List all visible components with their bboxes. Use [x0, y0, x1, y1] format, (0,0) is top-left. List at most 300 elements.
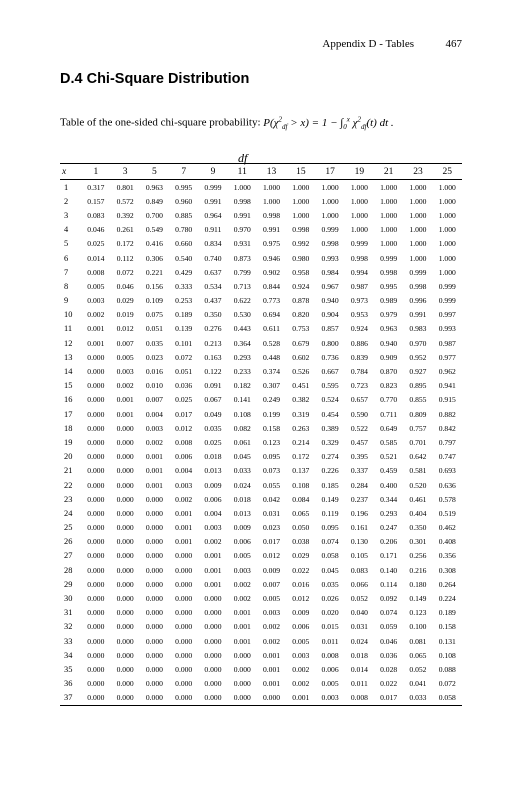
probability-cell: 0.000 [87, 409, 105, 419]
row-x-value: 20 [64, 452, 73, 462]
probability-cell: 0.780 [175, 225, 193, 235]
probability-cell: 0.993 [321, 253, 339, 263]
probability-cell: 0.000 [145, 679, 163, 689]
probability-cell: 0.849 [145, 196, 163, 206]
probability-cell: 0.256 [409, 551, 427, 561]
probability-cell: 0.000 [116, 622, 134, 632]
probability-cell: 0.000 [204, 636, 222, 646]
probability-cell: 0.049 [204, 409, 222, 419]
probability-cell: 0.005 [116, 352, 134, 362]
row-x-value: 1 [64, 182, 69, 192]
probability-cell: 0.224 [438, 594, 456, 604]
table-row [60, 634, 462, 648]
probability-cell: 0.000 [116, 494, 134, 504]
probability-cell: 0.530 [233, 310, 251, 320]
probability-cell: 0.189 [175, 310, 193, 320]
probability-cell: 0.156 [145, 281, 163, 291]
probability-cell: 0.000 [87, 551, 105, 561]
probability-cell: 0.958 [292, 267, 310, 277]
probability-cell: 0.031 [262, 508, 281, 518]
probability-cell: 0.999 [409, 267, 427, 277]
probability-cell: 0.041 [409, 679, 427, 689]
probability-cell: 0.416 [145, 239, 163, 249]
row-x-value: 11 [64, 324, 73, 334]
probability-cell: 0.035 [204, 423, 222, 433]
probability-cell: 0.437 [204, 296, 222, 306]
probability-cell: 0.882 [438, 409, 456, 419]
running-header [60, 38, 462, 52]
probability-cell: 0.137 [292, 466, 310, 476]
table-header-row [60, 164, 462, 180]
probability-cell: 0.059 [380, 622, 398, 632]
row-label-header: x [60, 164, 81, 180]
probability-cell: 0.799 [233, 267, 251, 277]
table-row [60, 208, 462, 222]
probability-cell: 0.139 [175, 324, 193, 334]
row-x-value: 16 [64, 395, 73, 405]
probability-cell: 0.131 [438, 636, 456, 646]
probability-cell: 0.000 [204, 622, 222, 632]
table-row [60, 591, 462, 605]
probability-cell: 0.001 [204, 565, 222, 575]
probability-cell: 0.809 [409, 409, 427, 419]
probability-cell: 0.011 [321, 636, 339, 646]
table-row [60, 606, 462, 620]
probability-cell: 0.000 [116, 594, 134, 604]
probability-cell: 0.350 [409, 523, 427, 533]
probability-cell: 0.736 [321, 352, 339, 362]
probability-cell: 0.585 [380, 437, 398, 447]
probability-cell: 0.927 [409, 367, 427, 377]
probability-cell: 0.017 [374, 691, 403, 706]
probability-cell: 0.018 [204, 452, 222, 462]
row-x-value: 13 [64, 352, 73, 362]
probability-cell: 0.740 [204, 253, 222, 263]
probability-cell: 1.000 [409, 182, 427, 192]
probability-cell: 0.989 [380, 296, 398, 306]
probability-cell: 0.307 [262, 381, 281, 391]
probability-cell: 0.001 [145, 480, 163, 490]
probability-cell: 0.028 [380, 664, 398, 674]
probability-cell: 0.000 [87, 395, 105, 405]
probability-cell: 0.163 [204, 352, 222, 362]
probability-cell: 0.000 [116, 551, 134, 561]
probability-cell: 0.221 [145, 267, 163, 277]
probability-cell: 0.010 [145, 381, 163, 391]
probability-cell: 0.878 [292, 296, 310, 306]
probability-cell: 0.264 [438, 579, 456, 589]
probability-cell: 0.000 [145, 551, 163, 561]
probability-cell: 0.052 [409, 664, 427, 674]
probability-cell: 0.157 [87, 196, 105, 206]
probability-cell: 0.000 [145, 650, 163, 660]
probability-cell: 0.005 [321, 679, 339, 689]
probability-cell: 0.000 [145, 636, 163, 646]
probability-cell: 0.000 [204, 650, 222, 660]
probability-cell: 0.000 [87, 381, 105, 391]
row-x-value: 17 [64, 409, 73, 419]
probability-cell: 0.909 [380, 352, 398, 362]
probability-cell: 0.000 [175, 579, 193, 589]
probability-cell: 0.003 [204, 523, 222, 533]
probability-cell: 0.274 [321, 452, 339, 462]
probability-cell: 1.000 [262, 182, 281, 192]
probability-cell: 0.040 [350, 608, 368, 618]
probability-cell: 0.051 [175, 367, 193, 377]
probability-cell: 0.261 [116, 225, 134, 235]
probability-cell: 0.000 [257, 691, 286, 706]
probability-cell: 0.024 [233, 480, 251, 490]
table-row [60, 251, 462, 265]
probability-cell: 0.033 [403, 691, 432, 706]
probability-cell: 0.185 [321, 480, 339, 490]
probability-cell: 0.611 [263, 324, 280, 334]
probability-cell: 0.088 [438, 664, 456, 674]
probability-cell: 1.000 [438, 253, 456, 263]
probability-cell: 0.008 [87, 267, 105, 277]
probability-cell: 0.000 [87, 636, 105, 646]
probability-cell: 0.017 [262, 537, 281, 547]
probability-cell: 0.001 [87, 324, 105, 334]
row-x-value: 8 [64, 281, 69, 291]
probability-cell: 0.000 [87, 679, 105, 689]
probability-cell: 0.540 [175, 253, 193, 263]
table-row [60, 662, 462, 676]
table-row [60, 407, 462, 421]
probability-cell: 0.753 [292, 324, 310, 334]
probability-cell: 0.284 [350, 480, 368, 490]
probability-cell: 0.101 [175, 338, 193, 348]
probability-cell: 0.123 [262, 437, 281, 447]
probability-cell: 0.003 [116, 367, 134, 377]
row-x-value: 9 [64, 296, 69, 306]
probability-cell: 1.000 [350, 182, 368, 192]
probability-cell: 0.963 [380, 324, 398, 334]
probability-cell: 0.998 [233, 196, 251, 206]
probability-cell: 0.602 [292, 352, 310, 362]
probability-cell: 0.319 [292, 409, 310, 419]
probability-cell: 0.886 [350, 338, 368, 348]
probability-cell: 0.108 [233, 409, 251, 419]
page-number: 467 [445, 38, 462, 50]
probability-cell: 0.000 [198, 691, 227, 706]
df-column-header: 21 [374, 164, 403, 180]
df-column-header: 7 [169, 164, 198, 180]
probability-cell: 0.074 [321, 537, 339, 547]
probability-cell: 0.462 [438, 523, 456, 533]
probability-cell: 0.213 [204, 338, 222, 348]
row-x-value: 7 [64, 267, 69, 277]
row-x-value: 12 [64, 338, 73, 348]
probability-cell: 0.002 [116, 381, 134, 391]
probability-cell: 0.001 [204, 551, 222, 561]
probability-cell: 0.301 [409, 537, 427, 547]
probability-cell: 0.000 [116, 565, 134, 575]
probability-cell: 0.329 [321, 437, 339, 447]
probability-cell: 0.105 [350, 551, 368, 561]
probability-cell: 0.895 [409, 381, 427, 391]
probability-cell: 0.092 [380, 594, 398, 604]
probability-cell: 0.333 [175, 281, 193, 291]
probability-cell: 0.964 [204, 210, 222, 220]
probability-cell: 0.000 [87, 437, 105, 447]
probability-cell: 0.823 [380, 381, 398, 391]
probability-cell: 0.083 [350, 565, 368, 575]
table-row [60, 223, 462, 237]
probability-cell: 0.206 [380, 537, 398, 547]
probability-cell: 0.991 [204, 196, 222, 206]
probability-cell: 0.108 [438, 650, 456, 660]
probability-cell: 0.834 [204, 239, 222, 249]
probability-cell: 0.000 [175, 636, 193, 646]
probability-cell: 0.000 [116, 608, 134, 618]
table-row [60, 521, 462, 535]
row-x-value: 3 [64, 210, 69, 220]
probability-cell: 0.276 [204, 324, 222, 334]
probability-cell: 0.000 [116, 579, 134, 589]
probability-cell: 0.024 [350, 636, 368, 646]
probability-cell: 0.109 [145, 296, 163, 306]
probability-cell: 0.820 [292, 310, 310, 320]
probability-cell: 0.000 [87, 622, 105, 632]
probability-cell: 0.000 [116, 664, 134, 674]
probability-cell: 0.987 [350, 281, 368, 291]
probability-cell: 0.801 [116, 182, 134, 192]
probability-cell: 0.196 [350, 508, 368, 518]
probability-cell: 0.009 [262, 565, 281, 575]
probability-cell: 0.000 [175, 650, 193, 660]
probability-cell: 0.249 [262, 395, 281, 405]
probability-cell: 0.007 [262, 579, 281, 589]
probability-cell: 0.694 [262, 310, 281, 320]
table-row [60, 379, 462, 393]
probability-cell: 0.141 [233, 395, 251, 405]
probability-cell: 1.000 [380, 225, 398, 235]
probability-cell: 0.000 [145, 664, 163, 674]
probability-cell: 0.000 [116, 523, 134, 533]
probability-cell: 0.000 [87, 466, 105, 476]
probability-cell: 0.000 [175, 594, 193, 604]
probability-cell: 0.693 [438, 466, 456, 476]
probability-cell: 0.904 [321, 310, 339, 320]
probability-cell: 0.009 [233, 523, 251, 533]
probability-cell: 0.002 [175, 494, 193, 504]
probability-cell: 0.001 [233, 622, 251, 632]
probability-cell: 0.001 [175, 508, 193, 518]
probability-cell: 0.003 [233, 565, 251, 575]
probability-cell: 0.595 [321, 381, 339, 391]
probability-cell: 0.700 [145, 210, 163, 220]
probability-cell: 0.112 [116, 253, 134, 263]
probability-cell: 0.578 [438, 494, 456, 504]
probability-cell: 1.000 [409, 239, 427, 249]
probability-cell: 0.000 [87, 565, 105, 575]
df-column-header: 3 [110, 164, 139, 180]
probability-cell: 0.045 [233, 452, 251, 462]
probability-cell: 0.014 [87, 253, 105, 263]
probability-cell: 0.000 [233, 664, 251, 674]
probability-cell: 0.114 [380, 579, 398, 589]
probability-cell: 0.400 [380, 480, 398, 490]
df-group-label: df [238, 151, 248, 165]
probability-cell: 0.962 [438, 367, 456, 377]
probability-cell: 0.073 [262, 466, 281, 476]
probability-cell: 0.002 [292, 664, 310, 674]
probability-cell: 0.026 [321, 594, 339, 604]
probability-cell: 0.000 [87, 608, 105, 618]
table-row [60, 180, 462, 195]
probability-cell: 0.029 [292, 551, 310, 561]
probability-cell: 0.000 [175, 622, 193, 632]
probability-cell: 0.000 [175, 565, 193, 575]
probability-cell: 0.033 [233, 466, 251, 476]
probability-cell: 0.991 [233, 210, 251, 220]
probability-cell: 0.020 [321, 608, 339, 618]
probability-cell: 0.443 [233, 324, 251, 334]
probability-cell: 0.000 [145, 565, 163, 575]
probability-cell: 0.000 [145, 523, 163, 533]
probability-cell: 0.001 [262, 664, 281, 674]
probability-cell: 0.747 [438, 452, 456, 462]
table-row [60, 279, 462, 293]
probability-cell: 0.014 [350, 664, 368, 674]
probability-cell: 0.457 [350, 437, 368, 447]
probability-cell: 0.058 [433, 691, 462, 706]
probability-cell: 0.091 [204, 381, 222, 391]
probability-cell: 0.000 [140, 691, 169, 706]
table-row [60, 577, 462, 591]
probability-cell: 0.000 [175, 551, 193, 561]
probability-cell: 1.000 [380, 196, 398, 206]
probability-cell: 0.035 [321, 579, 339, 589]
table-row [60, 294, 462, 308]
probability-cell: 0.000 [204, 594, 222, 604]
table-row [60, 464, 462, 478]
probability-cell: 0.025 [204, 437, 222, 447]
probability-cell: 0.000 [87, 523, 105, 533]
table-row [60, 563, 462, 577]
probability-cell: 0.263 [292, 423, 310, 433]
probability-cell: 0.017 [175, 409, 193, 419]
probability-cell: 1.000 [350, 210, 368, 220]
probability-cell: 1.000 [409, 196, 427, 206]
probability-cell: 0.395 [350, 452, 368, 462]
probability-cell: 0.911 [204, 225, 222, 235]
probability-cell: 0.521 [380, 452, 398, 462]
table-row [60, 535, 462, 549]
probability-cell: 1.000 [438, 196, 456, 206]
probability-cell: 0.023 [145, 352, 163, 362]
probability-cell: 0.189 [438, 608, 456, 618]
probability-cell: 0.000 [116, 636, 134, 646]
probability-cell: 0.007 [145, 395, 163, 405]
probability-cell: 0.002 [262, 636, 281, 646]
caption-text: Table of the one-sided chi-square probability: [60, 116, 261, 129]
probability-cell: 0.000 [110, 691, 139, 706]
probability-cell: 0.003 [175, 480, 193, 490]
probability-cell: 0.998 [350, 253, 368, 263]
probability-cell: 0.005 [233, 551, 251, 561]
probability-cell: 0.997 [438, 310, 456, 320]
probability-cell: 0.123 [409, 608, 427, 618]
probability-cell: 0.998 [380, 267, 398, 277]
probability-cell: 0.003 [315, 691, 344, 706]
probability-cell: 0.025 [175, 395, 193, 405]
table-row [60, 350, 462, 364]
probability-cell: 0.253 [175, 296, 193, 306]
probability-cell: 0.011 [350, 679, 368, 689]
probability-cell: 0.004 [204, 508, 222, 518]
probability-cell: 0.001 [87, 338, 105, 348]
probability-cell: 0.000 [145, 594, 163, 604]
probability-cell: 0.885 [175, 210, 193, 220]
probability-cell: 0.389 [321, 423, 339, 433]
probability-cell: 1.000 [438, 267, 456, 277]
table-row [60, 194, 462, 208]
running-header-title: Appendix D - Tables [322, 38, 414, 50]
probability-cell: 0.998 [321, 239, 339, 249]
probability-cell: 0.855 [409, 395, 427, 405]
probability-cell: 0.000 [233, 679, 251, 689]
probability-cell: 0.001 [233, 636, 251, 646]
probability-cell: 0.000 [87, 352, 105, 362]
probability-cell: 0.953 [350, 310, 368, 320]
table-row [60, 393, 462, 407]
probability-cell: 0.408 [438, 537, 456, 547]
probability-cell: 0.526 [292, 367, 310, 377]
probability-cell: 0.171 [380, 551, 398, 561]
probability-cell: 0.084 [292, 494, 310, 504]
probability-cell: 0.991 [409, 310, 427, 320]
probability-cell: 0.214 [292, 437, 310, 447]
probability-cell: 0.519 [438, 508, 456, 518]
probability-cell: 0.001 [116, 395, 134, 405]
table-row [60, 308, 462, 322]
probability-cell: 0.520 [409, 480, 427, 490]
df-column-header: 23 [403, 164, 432, 180]
probability-cell: 0.074 [380, 608, 398, 618]
probability-cell: 0.001 [116, 409, 134, 419]
probability-cell: 0.637 [204, 267, 222, 277]
probability-cell: 0.046 [116, 281, 134, 291]
probability-cell: 0.066 [350, 579, 368, 589]
probability-cell: 0.022 [292, 565, 310, 575]
probability-cell: 0.000 [204, 664, 222, 674]
probability-cell: 0.977 [438, 352, 456, 362]
probability-cell: 0.356 [438, 551, 456, 561]
probability-cell: 0.067 [204, 395, 222, 405]
probability-cell: 0.996 [409, 296, 427, 306]
probability-cell: 0.172 [116, 239, 134, 249]
probability-cell: 0.005 [292, 636, 310, 646]
probability-cell: 0.000 [87, 579, 105, 589]
probability-cell: 0.572 [116, 196, 134, 206]
table-caption [60, 115, 394, 131]
probability-cell: 0.308 [438, 565, 456, 575]
probability-cell: 0.660 [175, 239, 193, 249]
probability-cell: 0.005 [262, 594, 281, 604]
table-row [60, 492, 462, 506]
probability-cell: 0.019 [116, 310, 134, 320]
probability-cell: 0.000 [145, 608, 163, 618]
probability-cell: 0.636 [438, 480, 456, 490]
probability-cell: 1.000 [380, 182, 398, 192]
probability-cell: 0.992 [292, 239, 310, 249]
probability-cell: 0.001 [262, 679, 281, 689]
probability-cell: 1.000 [409, 253, 427, 263]
probability-cell: 0.000 [233, 650, 251, 660]
probability-cell: 1.000 [262, 196, 281, 206]
